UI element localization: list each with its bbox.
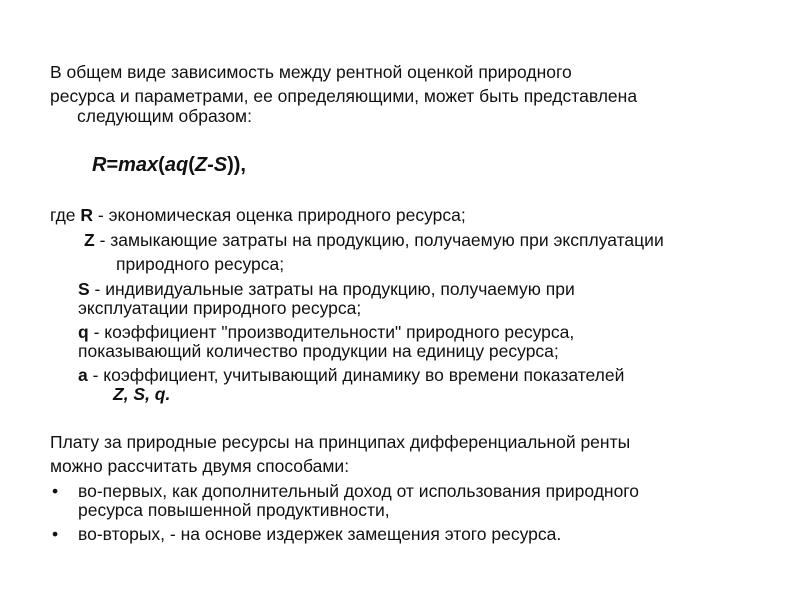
def-q	[78, 322, 574, 342]
formula-aq: aq	[164, 154, 189, 176]
bullet-icon: •	[52, 481, 59, 501]
rent-line-1: Плату за природные ресурсы на принципах дифференциальной ренты	[50, 432, 631, 452]
formula-open: (	[158, 154, 165, 176]
def-a-symbol: a	[78, 365, 88, 385]
def-where: где	[50, 205, 81, 225]
def-S	[78, 279, 575, 299]
bullet-item-1-line-2: ресурса повышенной продуктивности,	[78, 500, 390, 520]
formula	[92, 153, 246, 177]
def-a-text-2: Z, S, q.	[113, 384, 171, 404]
def-Z-text-1: - замыкающие затраты на продукцию, получаемую при эксплуатации	[94, 230, 664, 250]
def-S-symbol: S	[78, 279, 90, 299]
def-S-text-2: эксплуатации природного ресурса;	[78, 298, 362, 318]
def-S-text-1: - индивидуальные затраты на продукцию, получаемую при	[89, 279, 575, 299]
formula-minus: -	[207, 154, 214, 176]
def-Z	[84, 230, 664, 250]
def-q-text-1: - коэффициент "производительности" природного ресурса,	[88, 322, 575, 342]
formula-close: )),	[227, 154, 246, 176]
def-a	[78, 365, 624, 385]
intro-line-3: следующим образом:	[77, 106, 252, 126]
intro-line-1: В общем виде зависимость между рентной оценкой природного	[50, 62, 572, 82]
bullet-item-1-line-1: во-первых, как дополнительный доход от использования природного	[78, 481, 640, 501]
rent-line-2: можно рассчитать двумя способами:	[50, 456, 350, 476]
formula-S: S	[213, 154, 228, 176]
formula-max: max	[118, 154, 159, 176]
formula-Z: Z	[194, 154, 208, 176]
def-R-symbol: R	[80, 205, 94, 225]
def-R-text: - экономическая оценка природного ресурса;	[93, 205, 466, 225]
def-q-text-2: показывающий количество продукции на единицу ресурса;	[78, 341, 559, 361]
bullet-icon: •	[52, 524, 59, 544]
def-Z-symbol: Z	[84, 230, 95, 250]
formula-open2: (	[188, 154, 195, 176]
def-R	[50, 205, 466, 225]
def-q-symbol: q	[78, 322, 89, 342]
intro-line-2: ресурса и параметрами, ее определяющими, может быть представлена	[50, 86, 638, 106]
def-a-text-1: - коэффициент, учитывающий динамику во времени показателей	[87, 365, 625, 385]
def-Z-text-2: природного ресурса;	[116, 254, 285, 274]
formula-R: R	[92, 154, 107, 176]
bullet-item-2-line-1: во-вторых, - на основе издержек замещения этого ресурса.	[78, 524, 562, 544]
formula-eq: =	[106, 154, 119, 176]
